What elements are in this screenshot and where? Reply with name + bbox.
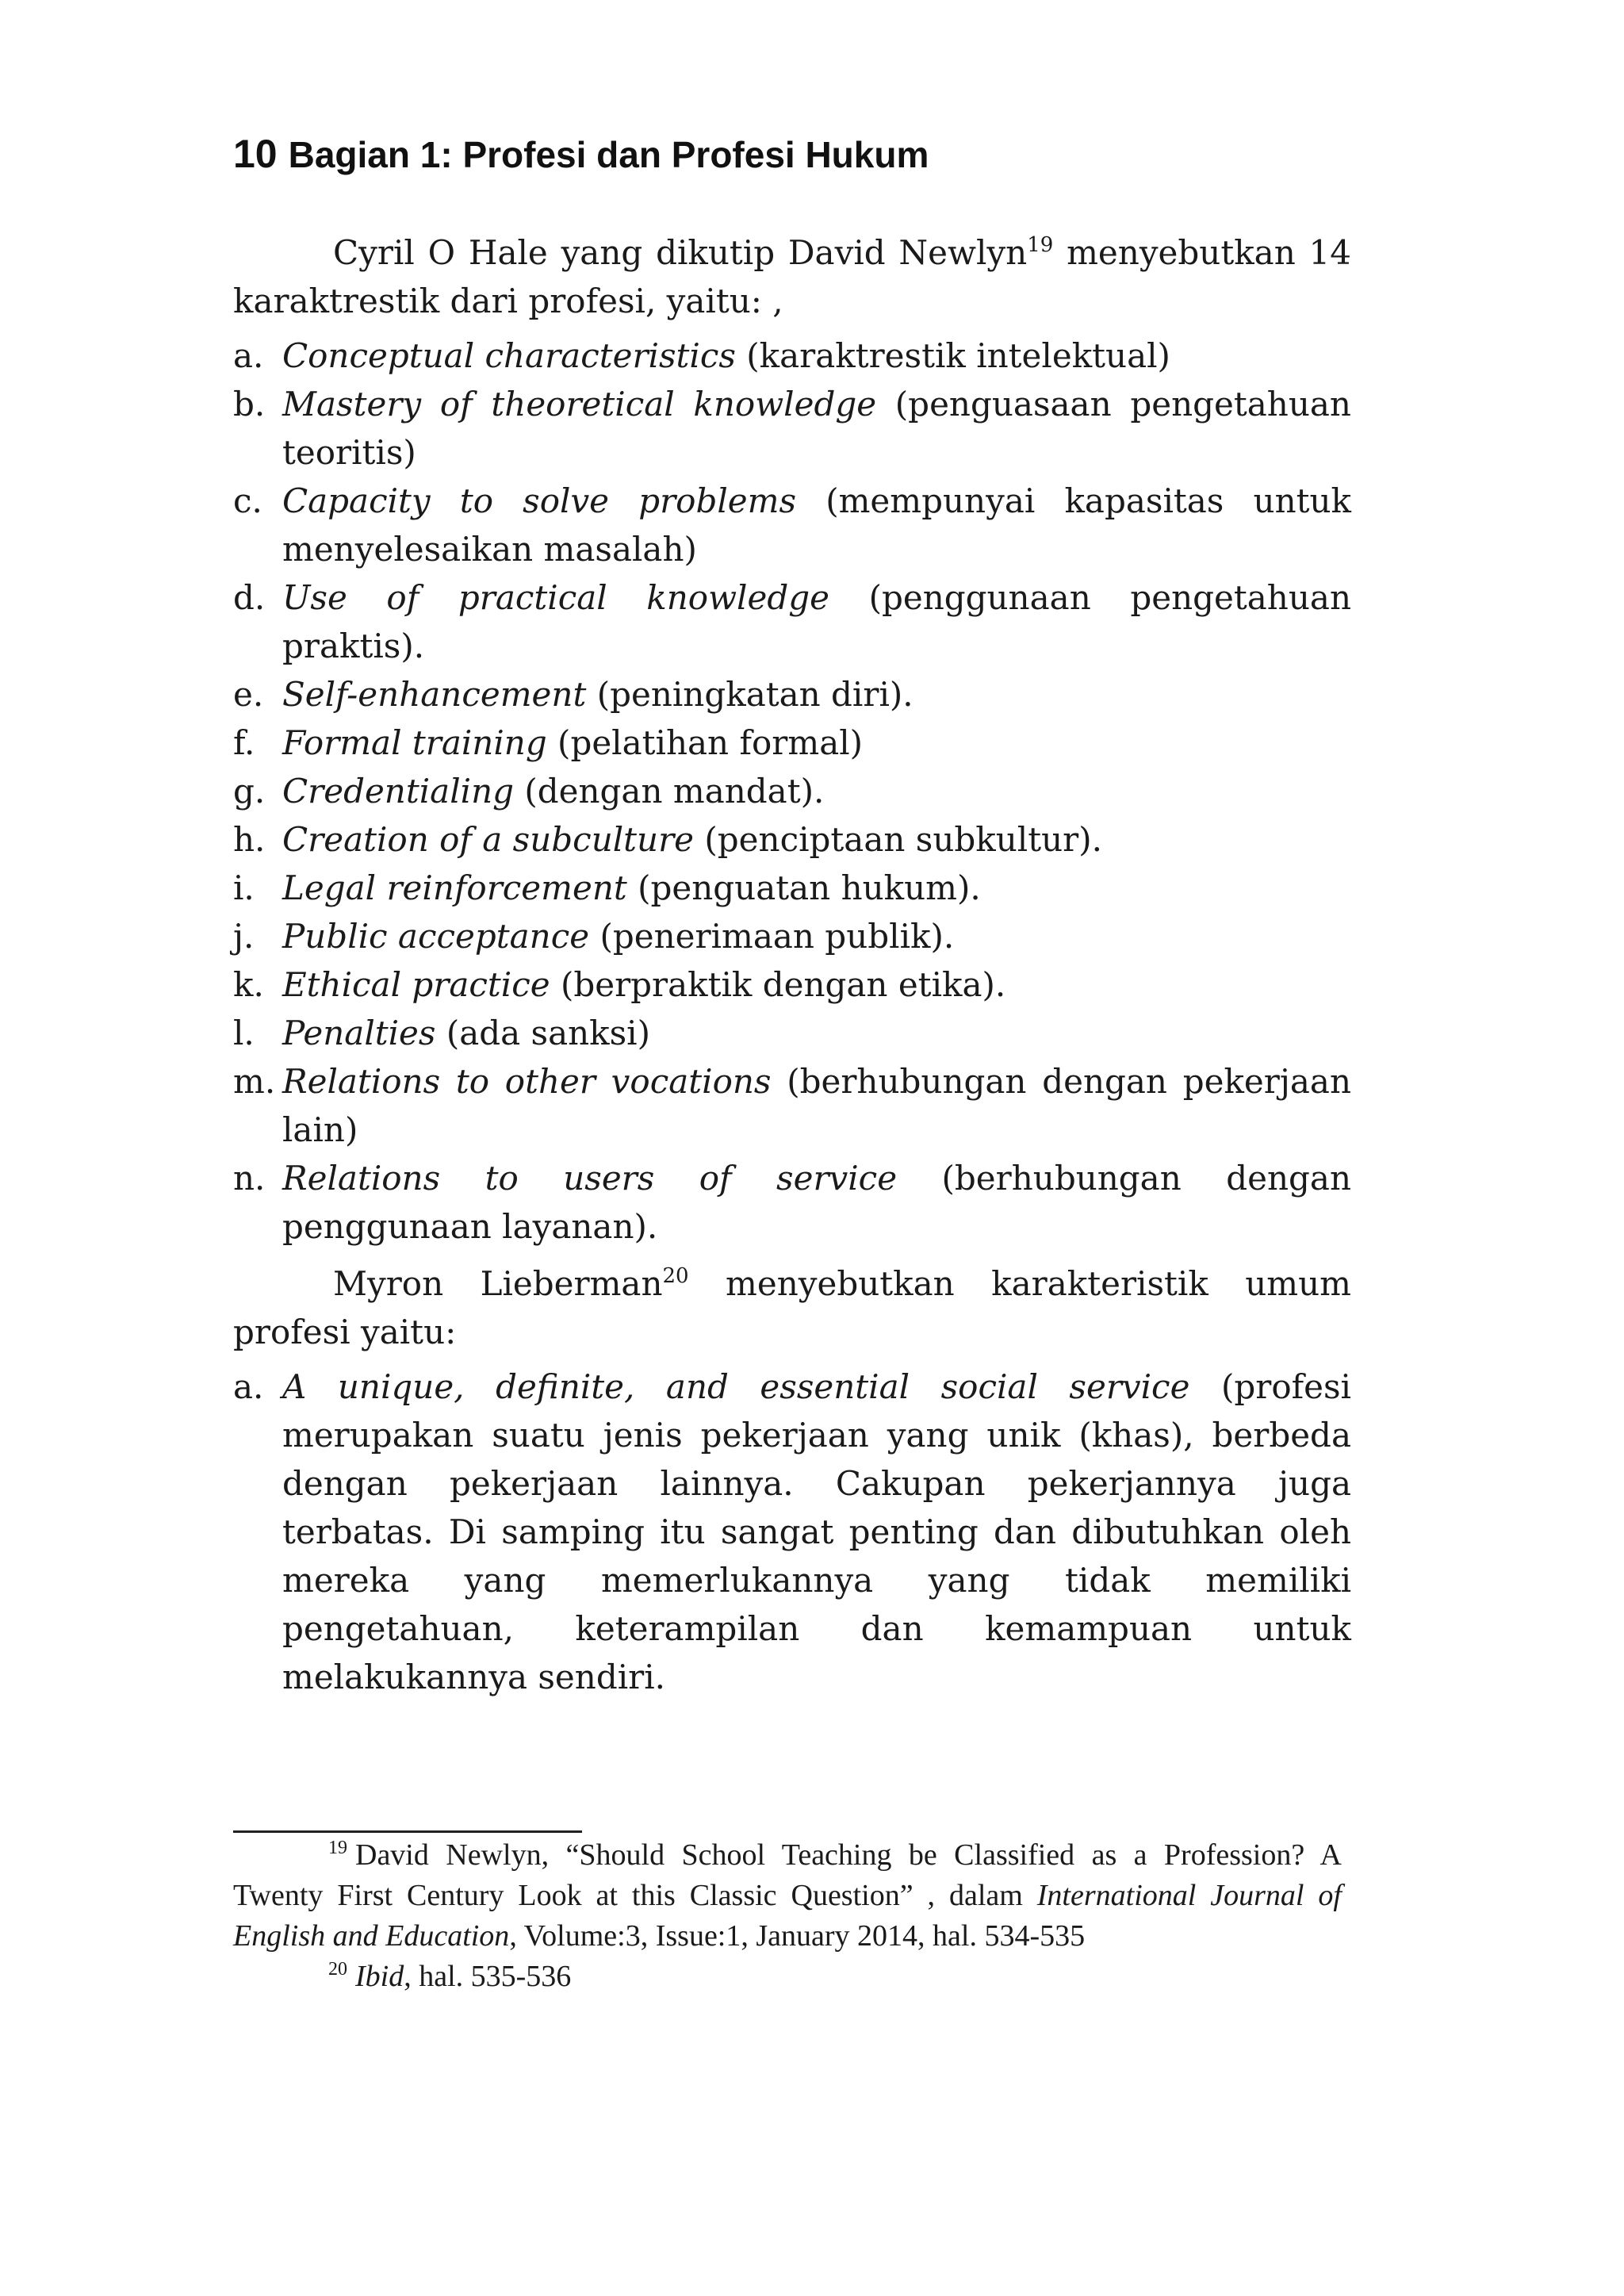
list-marker: h. xyxy=(233,820,266,859)
footnote-text: David Newlyn, “Should School Teaching be Classified as a Profession? A Twenty First Century Look at this Classic Question” , dalam xyxy=(233,1838,1342,1912)
list-marker: c. xyxy=(233,481,262,520)
running-header xyxy=(233,132,929,177)
list-item xyxy=(233,1009,1351,1057)
list-term: Self-enhancement xyxy=(282,675,587,714)
list-term: Relations to other vocations xyxy=(282,1062,772,1101)
footnote-number: 19 xyxy=(328,1838,347,1858)
list-desc: (berhubungan dengan pekerjaan lain) xyxy=(282,1062,1351,1149)
list-item xyxy=(233,864,1351,912)
list-term: Public acceptance xyxy=(282,917,590,956)
list-desc: (berhubungan dengan penggunaan layanan). xyxy=(282,1159,1351,1246)
list-term: Ethical practice xyxy=(282,965,550,1004)
list-term: Credentialing xyxy=(282,772,515,811)
list-marker: f. xyxy=(233,723,255,762)
list-marker: a. xyxy=(233,336,264,375)
footnote-text: , hal. 535-536 xyxy=(404,1960,572,1993)
list-desc: (ada sanksi) xyxy=(435,1014,651,1052)
list-marker: i. xyxy=(233,868,255,907)
ibid-text: Ibid xyxy=(355,1960,404,1993)
list-marker: d. xyxy=(233,578,266,617)
list-term: Penalties xyxy=(282,1014,436,1052)
list-desc: (dengan mandat). xyxy=(514,772,825,811)
list-term: Use of practical knowledge xyxy=(282,578,829,617)
list-desc: (pelatihan formal) xyxy=(546,723,864,762)
list-item xyxy=(233,332,1351,380)
footnote-text: , Volume:3, Issue:1, January 2014, hal. 534-535 xyxy=(509,1919,1086,1953)
list-marker: m. xyxy=(233,1062,276,1101)
paragraph-text: Cyril O Hale yang dikutip David Newlyn xyxy=(333,233,1028,272)
list-term: Creation of a subculture xyxy=(282,820,695,859)
chapter-title: Bagian 1: Profesi dan Profesi Hukum xyxy=(288,134,929,175)
list-term: Mastery of theoretical knowledge xyxy=(282,385,877,424)
list-item xyxy=(233,380,1351,477)
footnote-19 xyxy=(233,1835,1342,1957)
list-term: Capacity to solve problems xyxy=(282,481,797,520)
list-term: Formal training xyxy=(282,723,547,762)
list-marker: g. xyxy=(233,772,266,811)
paragraph-hale xyxy=(233,228,1351,325)
characteristics-list-hale xyxy=(233,332,1351,1251)
footnote-ref-19: 19 xyxy=(1027,233,1054,257)
list-term: Conceptual characteristics xyxy=(282,336,736,375)
list-marker: e. xyxy=(233,675,264,714)
list-marker: a. xyxy=(233,1367,264,1406)
characteristics-list-lieberman xyxy=(233,1363,1351,1701)
list-item xyxy=(233,1154,1351,1251)
list-desc: (karaktrestik intelektual) xyxy=(735,336,1170,375)
list-item xyxy=(233,1057,1351,1154)
list-term: A unique, definite, and essential social service xyxy=(282,1367,1190,1406)
list-term: Legal reinforcement xyxy=(282,868,627,907)
paragraph-text: menyebutkan karakteristik umum profesi yaitu: xyxy=(233,1264,1351,1351)
list-desc: (penguatan hukum). xyxy=(626,868,981,907)
list-item xyxy=(233,767,1351,815)
list-marker: k. xyxy=(233,965,264,1004)
list-desc: (mempunyai kapasitas untuk menyelesaikan masalah) xyxy=(282,481,1351,569)
list-desc: (penguasaan pengetahuan teoritis) xyxy=(282,385,1351,472)
paragraph-text: menyebutkan 14 karaktrestik dari profesi, yaitu: , xyxy=(233,233,1351,320)
paragraph-lieberman xyxy=(233,1259,1351,1356)
list-desc: (penciptaan subkultur). xyxy=(694,820,1102,859)
list-desc: (penerimaan publik). xyxy=(589,917,955,956)
list-item xyxy=(233,815,1351,864)
footnote-number: 20 xyxy=(328,1959,347,1980)
list-item xyxy=(233,670,1351,719)
list-marker: b. xyxy=(233,385,266,424)
list-marker: n. xyxy=(233,1159,266,1198)
list-term: Relations to users of service xyxy=(282,1159,898,1198)
list-item xyxy=(233,1363,1351,1701)
footnote-20 xyxy=(233,1957,1342,1997)
list-desc: (peningkatan diri). xyxy=(586,675,914,714)
list-marker: l. xyxy=(233,1014,255,1052)
footnote-separator xyxy=(233,1830,582,1833)
footnote-ref-20: 20 xyxy=(662,1264,689,1288)
page-number: 10 xyxy=(233,132,278,176)
list-desc: (profesi merupakan suatu jenis pekerjaan yang unik (khas), berbeda dengan pekerjaan lainnya. Cakupan pekerjannya juga terbatas. Di samping itu sangat penting dan dibutuhkan oleh mereka yang memerlukannya yang tidak memiliki pengetahuan, keterampilan dan kemampuan untuk melakukannya sendiri. xyxy=(282,1367,1351,1696)
list-item xyxy=(233,573,1351,670)
footnotes xyxy=(233,1835,1342,1997)
list-marker: j. xyxy=(233,917,255,956)
list-desc: (berpraktik dengan etika). xyxy=(550,965,1006,1004)
list-item xyxy=(233,912,1351,960)
list-item xyxy=(233,477,1351,573)
paragraph-text: Myron Lieberman xyxy=(333,1264,663,1303)
journal-title: International Journal of English and Education xyxy=(233,1879,1342,1953)
list-desc: (penggunaan pengetahuan praktis). xyxy=(282,578,1351,665)
list-item xyxy=(233,719,1351,767)
list-item xyxy=(233,960,1351,1009)
